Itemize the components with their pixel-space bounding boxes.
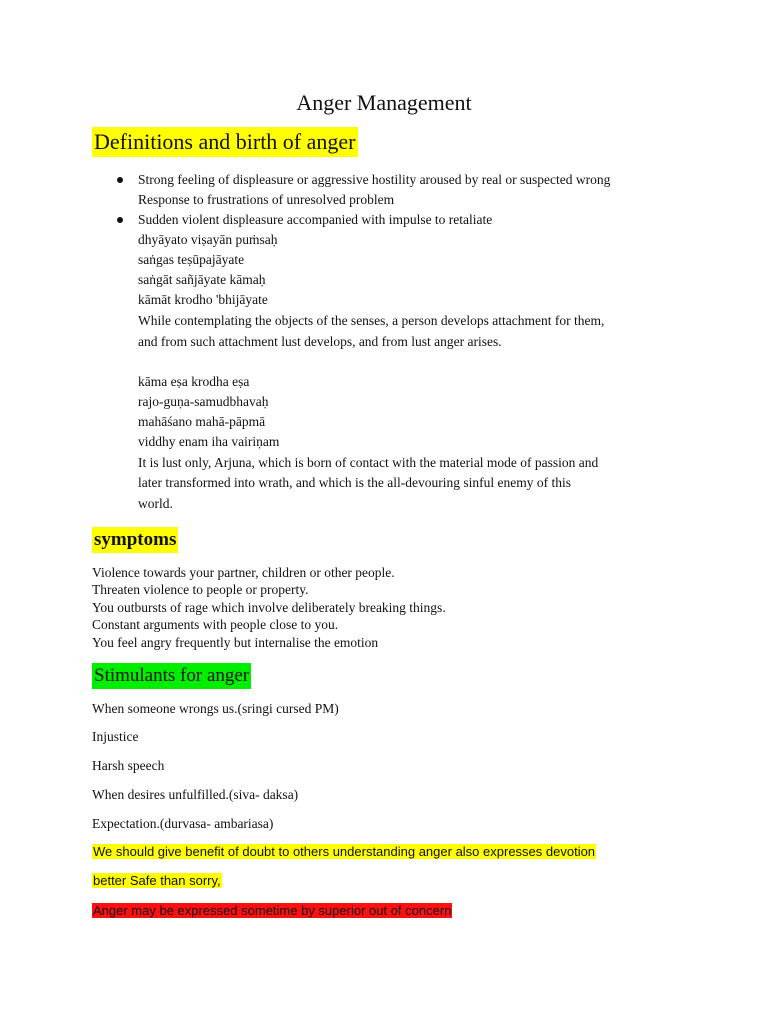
verse-line: mahāśano mahā-pāpmā — [138, 414, 266, 429]
highlight-note-row — [92, 902, 452, 920]
verse-line: kāmāt krodho 'bhijāyate — [138, 292, 268, 307]
verse-line: dhyāyato viṣayān puṁsaḥ — [138, 232, 278, 247]
stimulant-item: Expectation.(durvasa- ambariasa) — [92, 816, 274, 831]
highlight-note-row — [92, 872, 222, 890]
symptom-line: Constant arguments with people close to you. — [92, 617, 339, 632]
verse-line: kāma eṣa krodha eṣa — [138, 374, 250, 389]
highlighted-note-devotion: We should give benefit of doubt to others understanding anger also expresses devotion — [93, 844, 596, 859]
highlighted-note-concern: Anger may be expressed sometime by superior out of concern — [93, 903, 452, 918]
symptom-line: You outbursts of rage which involve deliberately breaking things. — [92, 600, 446, 615]
symptom-line: You feel angry frequently but internalise the emotion — [92, 635, 379, 650]
bullet-dot — [117, 177, 123, 183]
page-title: Anger Management — [296, 90, 472, 115]
verse-line: viddhy enam iha vairiṇam — [138, 434, 280, 449]
bullet-dot — [117, 217, 123, 223]
section-heading-definitions: Definitions and birth of anger — [92, 127, 358, 157]
highlight-note-row — [92, 843, 596, 861]
stimulant-item: Injustice — [92, 729, 139, 744]
highlighted-note-safe: better Safe than sorry, — [93, 873, 221, 888]
symptom-line: Threaten violence to people or property. — [92, 582, 309, 597]
bullet-line: Sudden violent displeasure accompanied with impulse to retaliate — [138, 212, 493, 227]
translation-line: While contemplating the objects of the senses, a person develops attachment for them, — [138, 313, 605, 328]
verse-line: rajo-guṇa-samudbhavaḥ — [138, 394, 269, 409]
translation-line: world. — [138, 496, 173, 511]
translation-line: It is lust only, Arjuna, which is born of contact with the material mode of passion and — [138, 455, 599, 470]
section-heading-stimulants: Stimulants for anger — [92, 663, 251, 689]
bullet-line: Strong feeling of displeasure or aggressive hostility aroused by real or suspected wrong — [138, 172, 611, 187]
verse-line: saṅgas teṣūpajāyate — [138, 252, 245, 267]
stimulant-item: Harsh speech — [92, 758, 165, 773]
stimulant-item: When someone wrongs us.(sringi cursed PM) — [92, 701, 339, 716]
bullet-line: Response to frustrations of unresolved problem — [138, 192, 395, 207]
translation-line: later transformed into wrath, and which is the all-devouring sinful enemy of this — [138, 475, 572, 490]
translation-line: and from such attachment lust develops, and from lust anger arises. — [138, 334, 502, 349]
stimulant-item: When desires unfulfilled.(siva- daksa) — [92, 787, 299, 802]
verse-line: saṅgāt sañjāyate kāmaḥ — [138, 272, 266, 287]
symptom-line: Violence towards your partner, children or other people. — [92, 565, 395, 580]
section-heading-symptoms: symptoms — [92, 527, 178, 553]
